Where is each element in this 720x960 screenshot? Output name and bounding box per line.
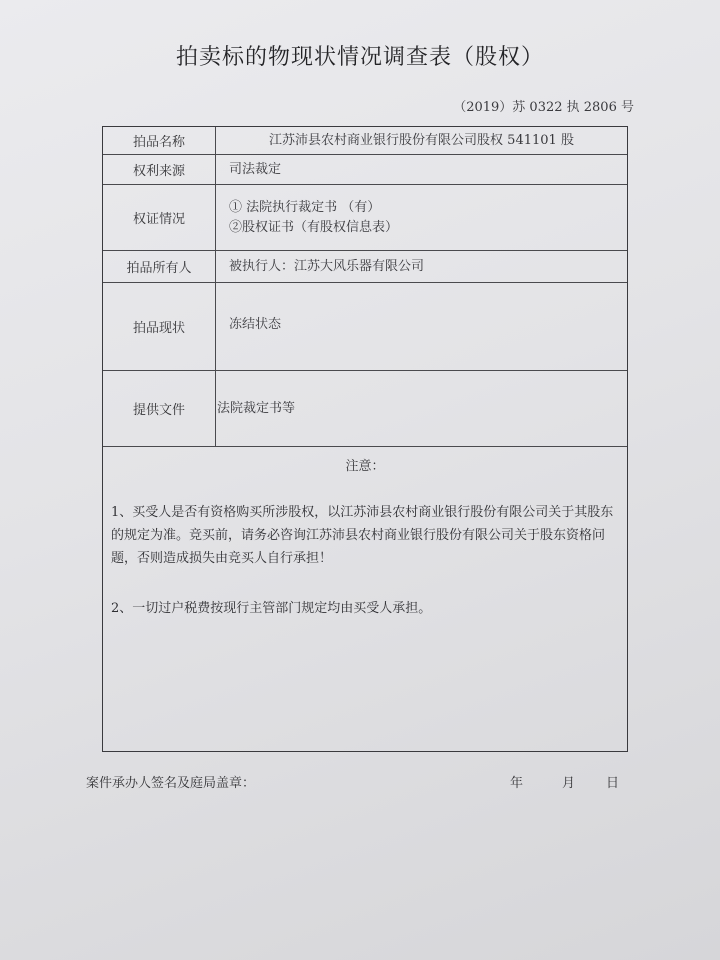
date-month: 月 — [562, 776, 576, 791]
table-row-owner — [103, 251, 627, 283]
table-row-certificates — [103, 185, 627, 251]
row-value: 被执行人：江苏大风乐器有限公司 — [229, 258, 425, 274]
document-title: 拍卖标的物现状情况调查表（股权） — [175, 45, 544, 70]
signature-label: 案件承办人签名及庭局盖章： — [86, 776, 256, 791]
row-value: 法院裁定书等 — [217, 400, 296, 416]
notes-heading: 注意： — [345, 459, 385, 474]
row-label: 拍品现状 — [103, 283, 216, 370]
case-number: （2019）苏 0322 执 2806 号 — [453, 100, 634, 115]
table-row-item-name — [103, 127, 627, 155]
row-label: 拍品所有人 — [103, 251, 216, 282]
note-item: 1、买受人是否有资格购买所涉股权，以江苏沛县农村商业银行股份有限公司关于其股东的规定为准。竞买前，请务必咨询江苏沛县农村商业银行股份有限公司关于股东资格问题，否则造成损失由竞买人自行承担！ — [111, 505, 614, 566]
row-label: 拍品名称 — [103, 127, 216, 154]
table-row-documents — [103, 371, 627, 447]
table-row-status — [103, 283, 627, 371]
table-row-rights-source — [103, 155, 627, 185]
row-value: 冻结状态 — [229, 317, 282, 332]
row-label: 权利来源 — [103, 155, 216, 184]
row-value: 江苏沛县农村商业银行股份有限公司股权 541101 股 — [269, 132, 574, 148]
row-label: 权证情况 — [103, 185, 216, 250]
row-value: ① 法院执行裁定书 （有） ②股权证书（有股权信息表） — [229, 199, 399, 235]
note-item: 2、一切过户税费按现行主管部门规定均由买受人承担。 — [111, 601, 432, 616]
date-year: 年 — [510, 776, 524, 791]
row-value: 司法裁定 — [229, 161, 282, 177]
row-label: 提供文件 — [103, 371, 216, 446]
date-day: 日 — [606, 776, 620, 791]
info-table — [102, 126, 628, 752]
